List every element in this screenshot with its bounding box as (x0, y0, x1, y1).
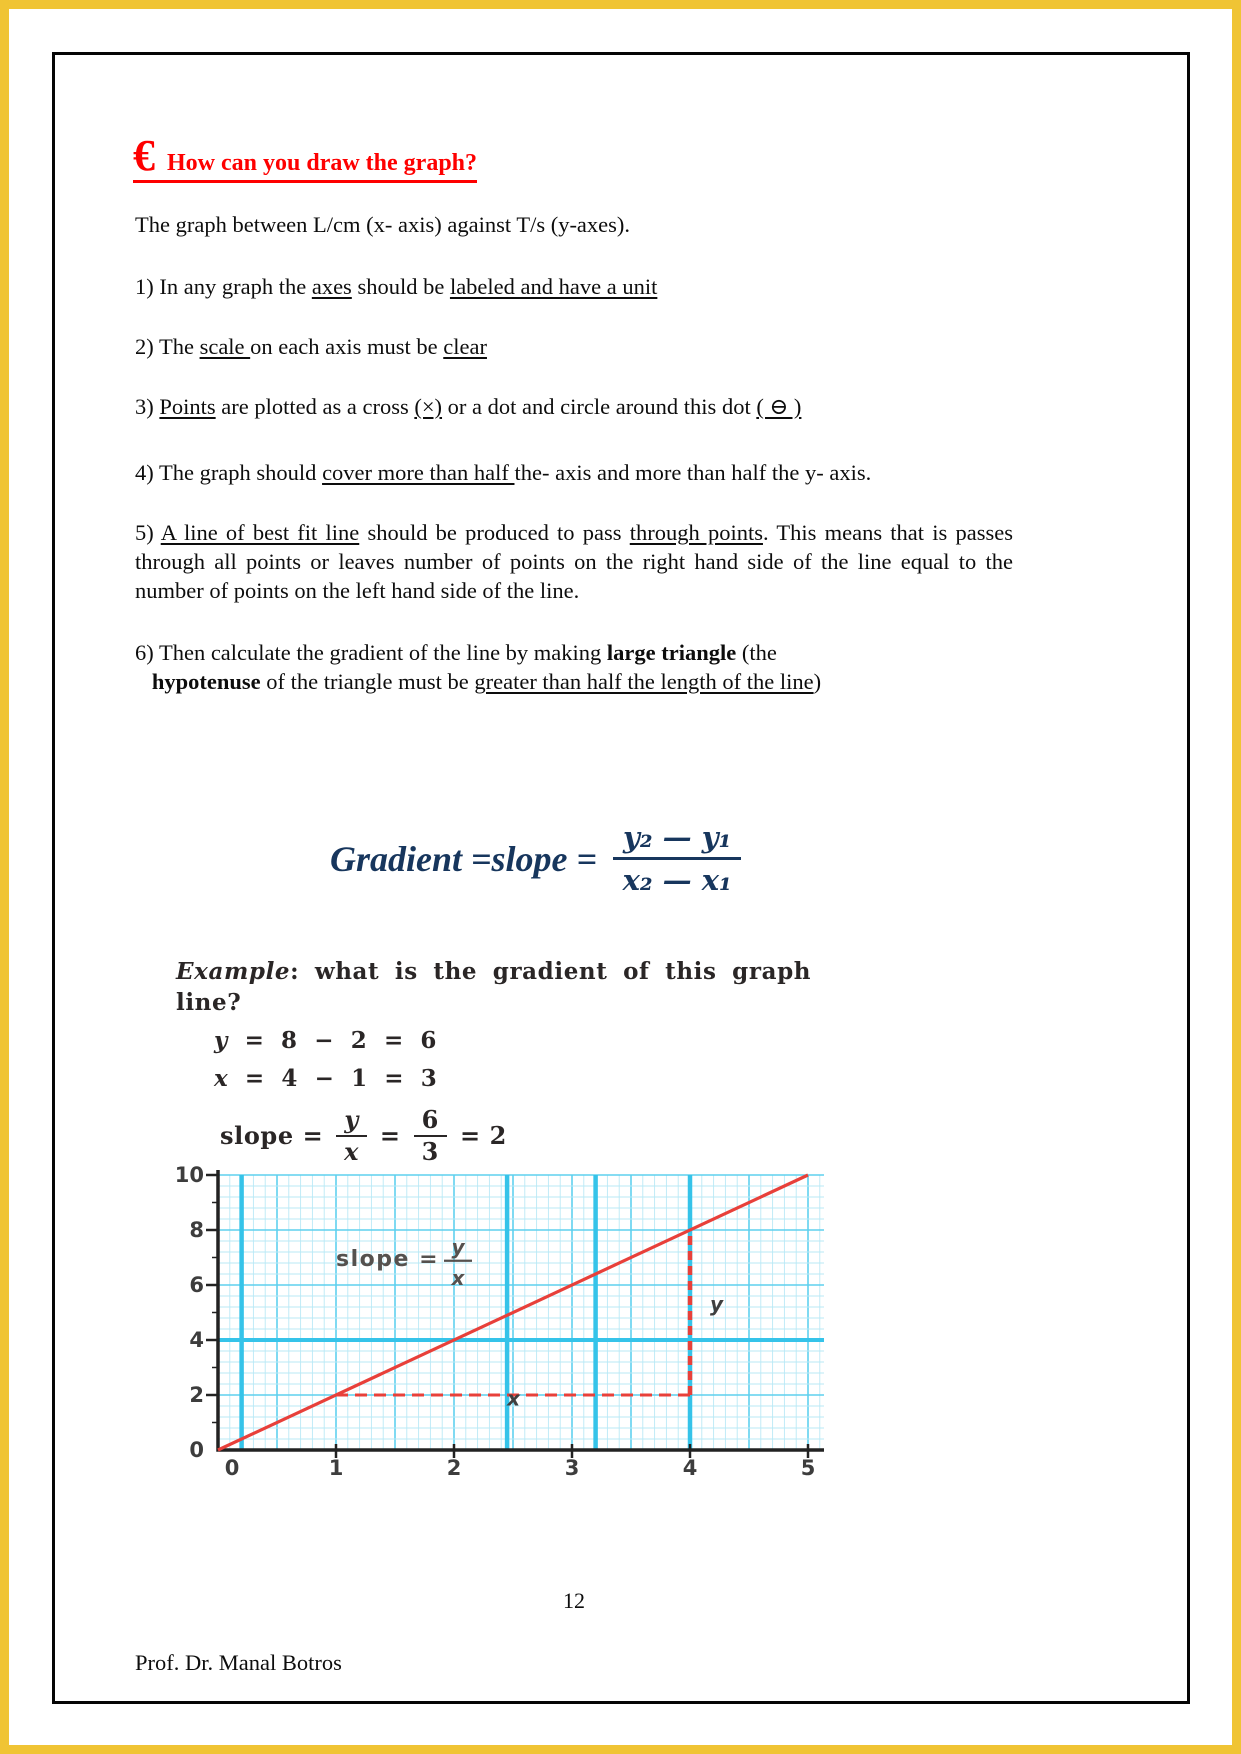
svg-text:2: 2 (446, 1456, 462, 1480)
example-question-text: : what is the gradient of this graph (290, 958, 812, 985)
svg-text:y: y (451, 1234, 465, 1259)
example-label: Example (176, 958, 291, 985)
svg-text:3: 3 (564, 1456, 580, 1480)
fraction-denominator: x₂ — x₁ (622, 863, 732, 897)
example-eq-x: x = 4 − 1 = 3 (214, 1065, 438, 1092)
instruction-item-5: 5) A line of best fit line should be produced to pass through points. This means that is passes through all points or leaves number of points on the right hand side of the line equal to the number of points on the left hand side of the line. (135, 520, 1013, 603)
section-title (133, 131, 478, 183)
frac-yx-numerator: y (336, 1106, 367, 1137)
svg-text:5: 5 (800, 1456, 816, 1480)
gradient-formula (330, 820, 741, 897)
svg-text:0: 0 (224, 1456, 240, 1480)
svg-text:x: x (451, 1265, 465, 1290)
example-eq-y: y = 8 − 2 = 6 (214, 1027, 438, 1054)
instruction-item-2: 2) The scale on each axis must be clear (135, 334, 487, 359)
fraction-numerator: y₂ — y₁ (613, 820, 741, 860)
gradient-graph (168, 1158, 840, 1488)
svg-text:slope =: slope = (336, 1246, 440, 1272)
intro-paragraph: The graph between L/cm (x- axis) against T/s (y-axes). (135, 212, 631, 237)
svg-text:2: 2 (189, 1383, 204, 1407)
page-number: 12 (563, 1588, 585, 1613)
instruction-item-4: 4) The graph should cover more than half the- axis and more than half the y- axis. (135, 460, 872, 485)
slope-fraction-yx (336, 1106, 367, 1165)
formula-fraction (613, 820, 741, 897)
slope-fraction-63 (414, 1106, 447, 1165)
frac-63-numerator: 6 (414, 1106, 447, 1137)
instruction-item-1: 1) In any graph the axes should be labeled and have a unit (135, 274, 658, 299)
formula-lhs: Gradient =slope = (330, 838, 598, 879)
example-block (176, 956, 956, 1165)
euro-bullet-symbol: € (133, 131, 155, 180)
svg-text:0: 0 (189, 1438, 204, 1462)
example-question (176, 956, 956, 987)
page-title: How can you draw the graph? (167, 150, 478, 176)
svg-text:y: y (710, 1292, 724, 1317)
svg-text:6: 6 (189, 1273, 204, 1297)
svg-text:4: 4 (189, 1328, 204, 1352)
svg-text:1: 1 (328, 1456, 344, 1480)
instruction-item-6: 6) Then calculate the gradient of the line by making large triangle (the hypotenuse of the triangle must be greater than half the length of the line) (135, 640, 822, 694)
frac-63-denominator: 3 (421, 1136, 439, 1166)
slope-result: = 2 (459, 1121, 507, 1151)
slope-equals: = (379, 1121, 401, 1151)
gradient-graph-svg (168, 1158, 840, 1488)
svg-text:4: 4 (682, 1456, 698, 1480)
author-footer: Prof. Dr. Manal Botros (135, 1650, 342, 1675)
example-question-line2: line? (176, 989, 242, 1016)
svg-text:10: 10 (174, 1163, 204, 1187)
title-underline (133, 131, 478, 183)
frac-yx-denominator: x (344, 1136, 360, 1166)
instruction-item-3: 3) Points are plotted as a cross (×) or a dot and circle around this dot ( ⊖ ) (135, 394, 802, 419)
slope-label: slope = (220, 1121, 324, 1151)
svg-text:x: x (507, 1386, 521, 1411)
svg-text:8: 8 (189, 1218, 204, 1242)
example-slope-equation (220, 1106, 956, 1165)
